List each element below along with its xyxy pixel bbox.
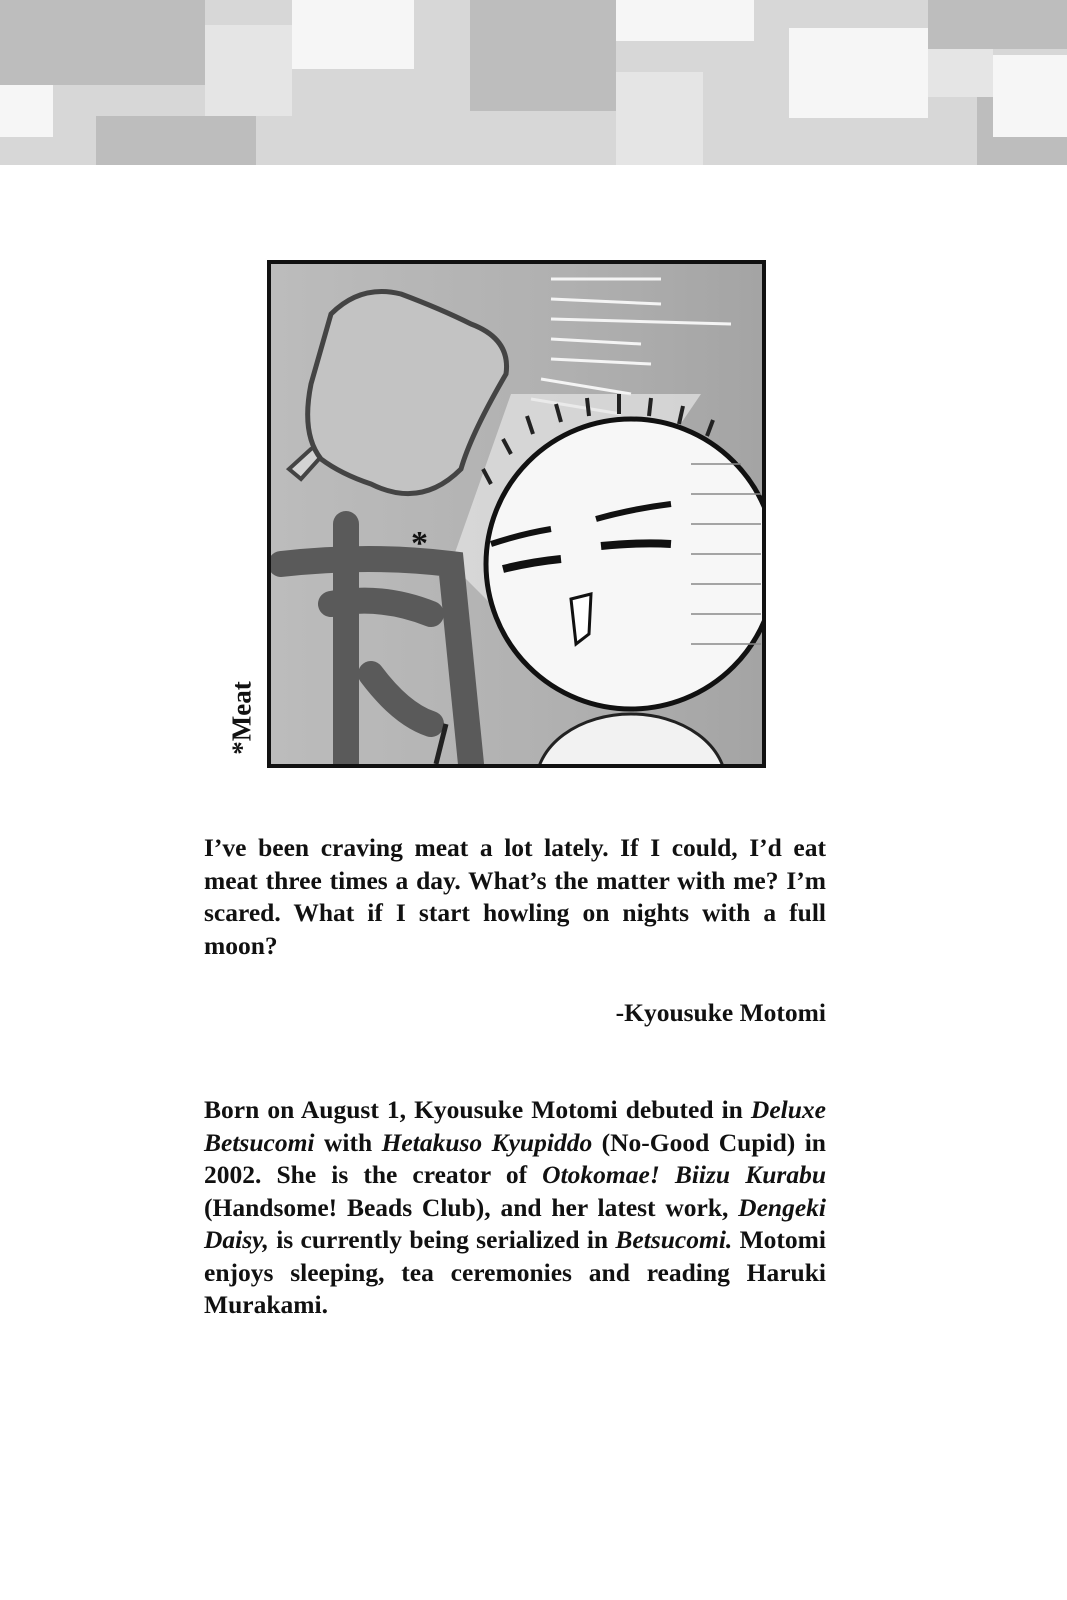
illustration-art [271,264,762,764]
manga-illustration-panel [267,260,766,768]
banner-block [205,25,292,116]
work-title: Otokomae! Biizu Kurabu [542,1160,826,1189]
magazine-title: Betsucomi. [615,1225,733,1254]
banner-block [616,0,754,41]
author-signature: -Kyousuke Motomi [615,998,826,1027]
banner-block [96,116,256,165]
banner-block [616,72,703,165]
magazine-title: Deluxe Betsucomi [204,1095,826,1157]
author-bio: Born on August 1, Kyousuke Motomi debuted in Deluxe Betsucomi with Hetakuso Kyupiddo (No-Good Cupid) in 2002. She is the creator of Otokomae! Biizu Kurabu (Handsome! Beads Club), and her latest work, Dengeki Daisy, is currently being serialized in Betsucomi. Motomi enjoys sleeping, tea ceremonies and reading Haruki Murakami. [204,1095,826,1319]
banner-block [292,0,414,69]
work-title: Hetakuso Kyupiddo [381,1127,593,1157]
asterisk-marker: * [411,525,428,562]
decorative-banner [0,0,1067,165]
author-quote: I’ve been craving meat a lot lately. If I could, I’d eat meat three times a day. What’s the matter with me? I’m scared. What if I start howling on nights with a full moon? [204,833,826,960]
banner-block [928,49,993,97]
banner-block [470,0,616,111]
footnote-side-label: *Meat [226,681,257,755]
banner-block [993,55,1067,137]
banner-block [789,28,928,118]
banner-block [0,0,205,85]
banner-block [928,0,1067,49]
banner-block [0,85,53,137]
work-title: Dengeki Daisy, [204,1192,826,1254]
